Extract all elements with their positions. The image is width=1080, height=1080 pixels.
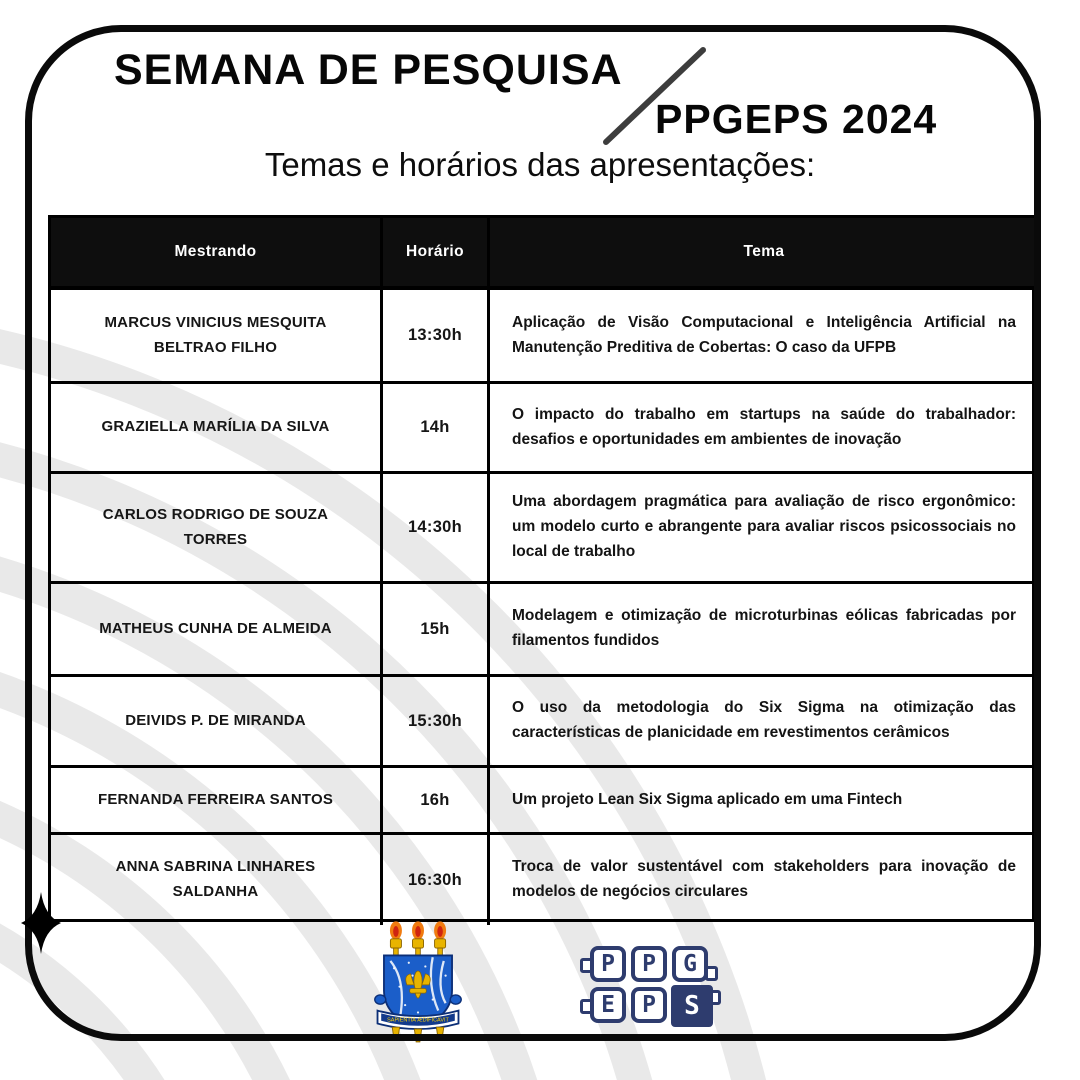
mestrando-cell: GRAZIELLA MARÍLIA DA SILVA xyxy=(51,384,383,474)
ppgeps-tile xyxy=(590,946,626,982)
horario-cell: 16h xyxy=(383,768,490,835)
tema-text: Um projeto Lean Six Sigma aplicado em uma Fintech xyxy=(512,790,903,808)
ppgeps-tile-solid xyxy=(671,985,713,1027)
mestrando-cell: MARCUS VINICIUS MESQUITA BELTRAO FILHO xyxy=(51,290,383,384)
tema-cell xyxy=(490,835,1038,925)
mestrando-cell: FERNANDA FERREIRA SANTOS xyxy=(51,768,383,835)
ppgeps-tile xyxy=(631,987,667,1023)
tema-cell xyxy=(490,677,1038,768)
horario-cell: 14:30h xyxy=(383,474,490,584)
tile-letter: P xyxy=(601,951,615,977)
mestrando-cell: MATHEUS CUNHA DE ALMEIDA xyxy=(51,584,383,677)
tema-text: Aplicação de Visão Computacional e Inteligência Artificial na Manutenção Preditiva de Cobertas: O caso da UFPB xyxy=(512,313,1016,356)
column-header-horario: Horário xyxy=(383,218,490,290)
tile-letter: S xyxy=(684,991,700,1021)
ppgeps-logo xyxy=(590,946,740,1028)
tema-text: Troca de valor sustentável com stakeholders para inovação de modelos de negócios circulares xyxy=(512,858,1016,900)
tema-text: Modelagem e otimização de microturbinas eólicas fabricadas por filamentos fundidos xyxy=(512,607,1016,649)
ppgeps-tile xyxy=(631,946,667,982)
tema-cell xyxy=(490,768,1038,835)
sparkle-icon xyxy=(21,892,61,954)
poster-title-line2: PPGEPS 2024 xyxy=(655,96,938,142)
poster-subtitle: Temas e horários das apresentações: xyxy=(264,146,816,183)
poster-title-line1: SEMANA DE PESQUISA xyxy=(114,46,623,94)
tema-text: O impacto do trabalho em startups na saúde do trabalhador: desafios e oportunidades em ambientes de inovação xyxy=(512,405,1016,448)
column-header-tema: Tema xyxy=(490,218,1038,290)
tile-letter: P xyxy=(642,951,656,977)
mestrando-cell: ANNA SABRINA LINHARES SALDANHA xyxy=(51,835,383,925)
tema-cell xyxy=(490,384,1038,474)
column-header-mestrando: Mestrando xyxy=(51,218,383,290)
horario-cell: 14h xyxy=(383,384,490,474)
ufpb-logo xyxy=(372,920,464,1046)
ppgeps-tile xyxy=(590,987,626,1023)
tile-letter: G xyxy=(683,951,697,977)
tile-letter: E xyxy=(601,992,615,1018)
horario-cell: 16:30h xyxy=(383,835,490,925)
tema-cell xyxy=(490,290,1038,384)
horario-cell: 13:30h xyxy=(383,290,490,384)
schedule-table xyxy=(48,215,1035,922)
tema-text: Uma abordagem pragmática para avaliação de risco ergonômico: um modelo curto e abrangente para avaliar riscos psicossociais no local de trabalho xyxy=(512,493,1016,560)
ppgeps-tile xyxy=(672,946,708,982)
torch-cups xyxy=(390,939,445,956)
ufpb-motto-text: SAPIENTIA ÆDIFICAVIT xyxy=(387,1017,449,1024)
horario-cell: 15h xyxy=(383,584,490,677)
tema-text: O uso da metodologia do Six Sigma na otimização das características de planicidade em revestimentos cerâmicos xyxy=(512,699,1016,741)
mestrando-cell: CARLOS RODRIGO DE SOUZA TORRES xyxy=(51,474,383,584)
torch-flames xyxy=(390,921,446,939)
tema-cell xyxy=(490,584,1038,677)
tema-cell xyxy=(490,474,1038,584)
horario-cell: 15:30h xyxy=(383,677,490,768)
mestrando-cell: DEIVIDS P. DE MIRANDA xyxy=(51,677,383,768)
tile-letter: P xyxy=(642,992,656,1018)
